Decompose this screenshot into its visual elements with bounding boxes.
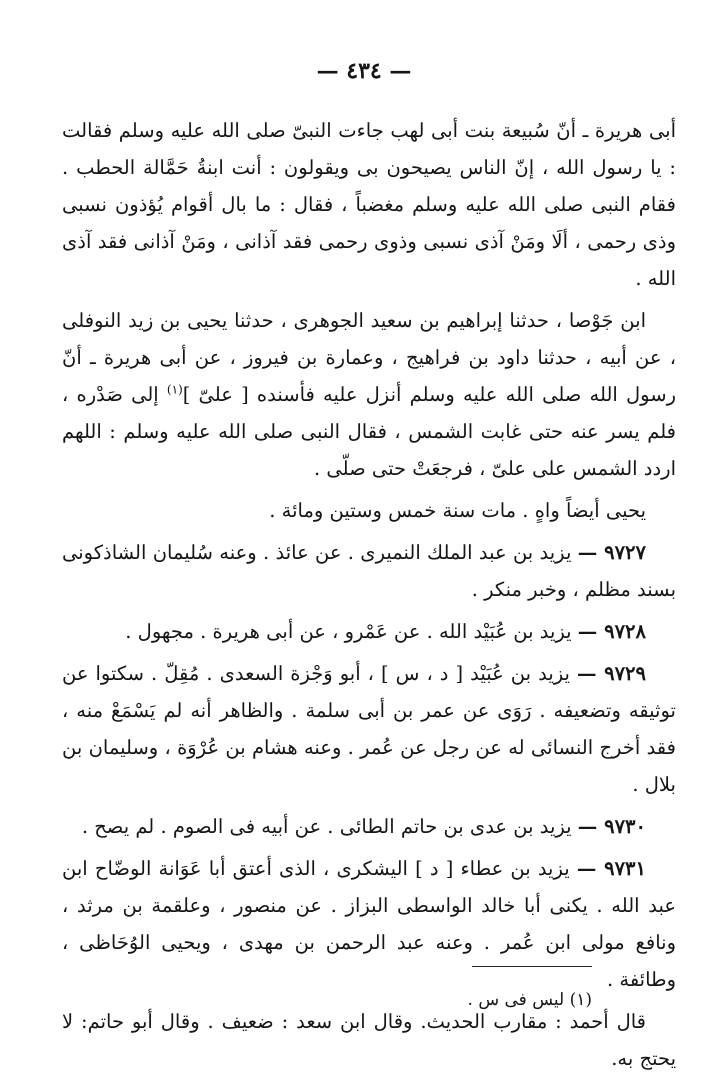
entry-text: يزيد بن عطاء [ د ] اليشكرى ، الذى أعتق أبا عَوَانة الوضّاح ابن عبد الله . يكنى أبا خالد الواسطى البزاز . عن منصور ، وعلقمة بن مرثد ، ونافع مولى ابن عُمر . وعنه عبد الرحمن بن مهدى ، ويحيى الوُحَاظى ، وطائفة .	[62, 857, 676, 991]
entry-text: يزيد بن عُبَيْد الله . عن عَمْرو ، عن أبى هريرة . مجهول .	[125, 620, 578, 643]
entry-number: ٩٧٢٧ —	[577, 541, 646, 564]
paragraph-hadith-subaia	[62, 112, 676, 297]
entry-number: ٩٧٢٩ —	[576, 662, 646, 685]
entry-9728	[62, 613, 676, 650]
entry-9727	[62, 534, 676, 608]
footnote-marker: (١)	[166, 382, 183, 397]
page-number: — ٤٣٤ —	[316, 58, 412, 84]
entry-9731	[62, 850, 676, 998]
entry-text: يزيد بن عدى بن حاتم الطائى . عن أبيه فى الصوم . لم يصح .	[81, 815, 578, 838]
paragraph-text: ابن جَوْصا ، حدثنا إبراهيم بن سعيد الجوهرى ، حدثنا يحيى بن زيد النوفلى ، عن أبيه ، حدثنا داود بن فراهيج ، وعمارة بن فيروز ، عن أبى هريرة ـ أنّ رسول الله صلى الله عليه وسلم أنزل عليه فأسنده [ علىّ ]	[62, 309, 676, 406]
paragraph-text: أبى هريرة ـ أنّ سُبيعة بنت أبى لهب جاءت النبىّ صلى الله عليه وسلم فقالت : يا رسول الله ، إنّ الناس يصيحون بى ويقولون : أنت ابنةُ حَمَّالة الحطب . فقام النبى صلى الله عليه وسلم مغضباً ، فقال : ما بال أقوام يُؤذون نسبى وذى رحمى ، ألَا ومَنْ آذى نسبى وذوى رحمى فقد آذانى ، ومَنْ آذانى فقد آذى الله .	[62, 119, 676, 290]
entry-text: يزيد بن عُبَيْد [ د ، س ] ، أبو وَجْزة السعدى . مُقِلّ . سكتوا عن توثيقه وتضعيفه . رَوَى عن عمر بن أبى سلمة . والظاهر أنه لم يَسْمَعْ منه ، فقد أخرج النسائى له عن رجل عن عُمر . وعنه هشام بن عُرْوَة ، وسليمان بن بلال .	[62, 662, 676, 796]
footnote: (١) ليس فى س .	[467, 990, 592, 1010]
entry-number: ٩٧٣٠ —	[577, 815, 646, 838]
paragraph-text-continued: إلى صَدْره ، فلم يسر عنه حتى غابت الشمس ، فقال النبى صلى الله عليه وسلم : اللهم اردد الشمس على علىّ ، فرجعَتْ حتى صلّى .	[62, 383, 677, 480]
footnote-divider	[472, 966, 592, 967]
closing-paragraph: قال أحمد : مقارب الحديث. وقال ابن سعد : ضعيف . وقال أبو حاتم: لا يحتج به.	[62, 1010, 676, 1070]
paragraph-isnad	[62, 302, 676, 487]
entry-text: يزيد بن عبد الملك النميرى . عن عائذ . وعنه سُليمان الشاذكونى بسند مظلم ، وخبر منكر .	[62, 541, 676, 601]
entry-number: ٩٧٢٨ —	[577, 620, 646, 643]
entry-9730	[62, 808, 676, 845]
paragraph-note	[62, 492, 676, 529]
entry-number: ٩٧٣١ —	[576, 857, 647, 880]
main-text	[62, 112, 676, 1077]
entry-9729	[62, 655, 676, 803]
paragraph-text: يحيى أيضاً واهٍ . مات سنة خمس وستين ومائة .	[269, 499, 646, 522]
